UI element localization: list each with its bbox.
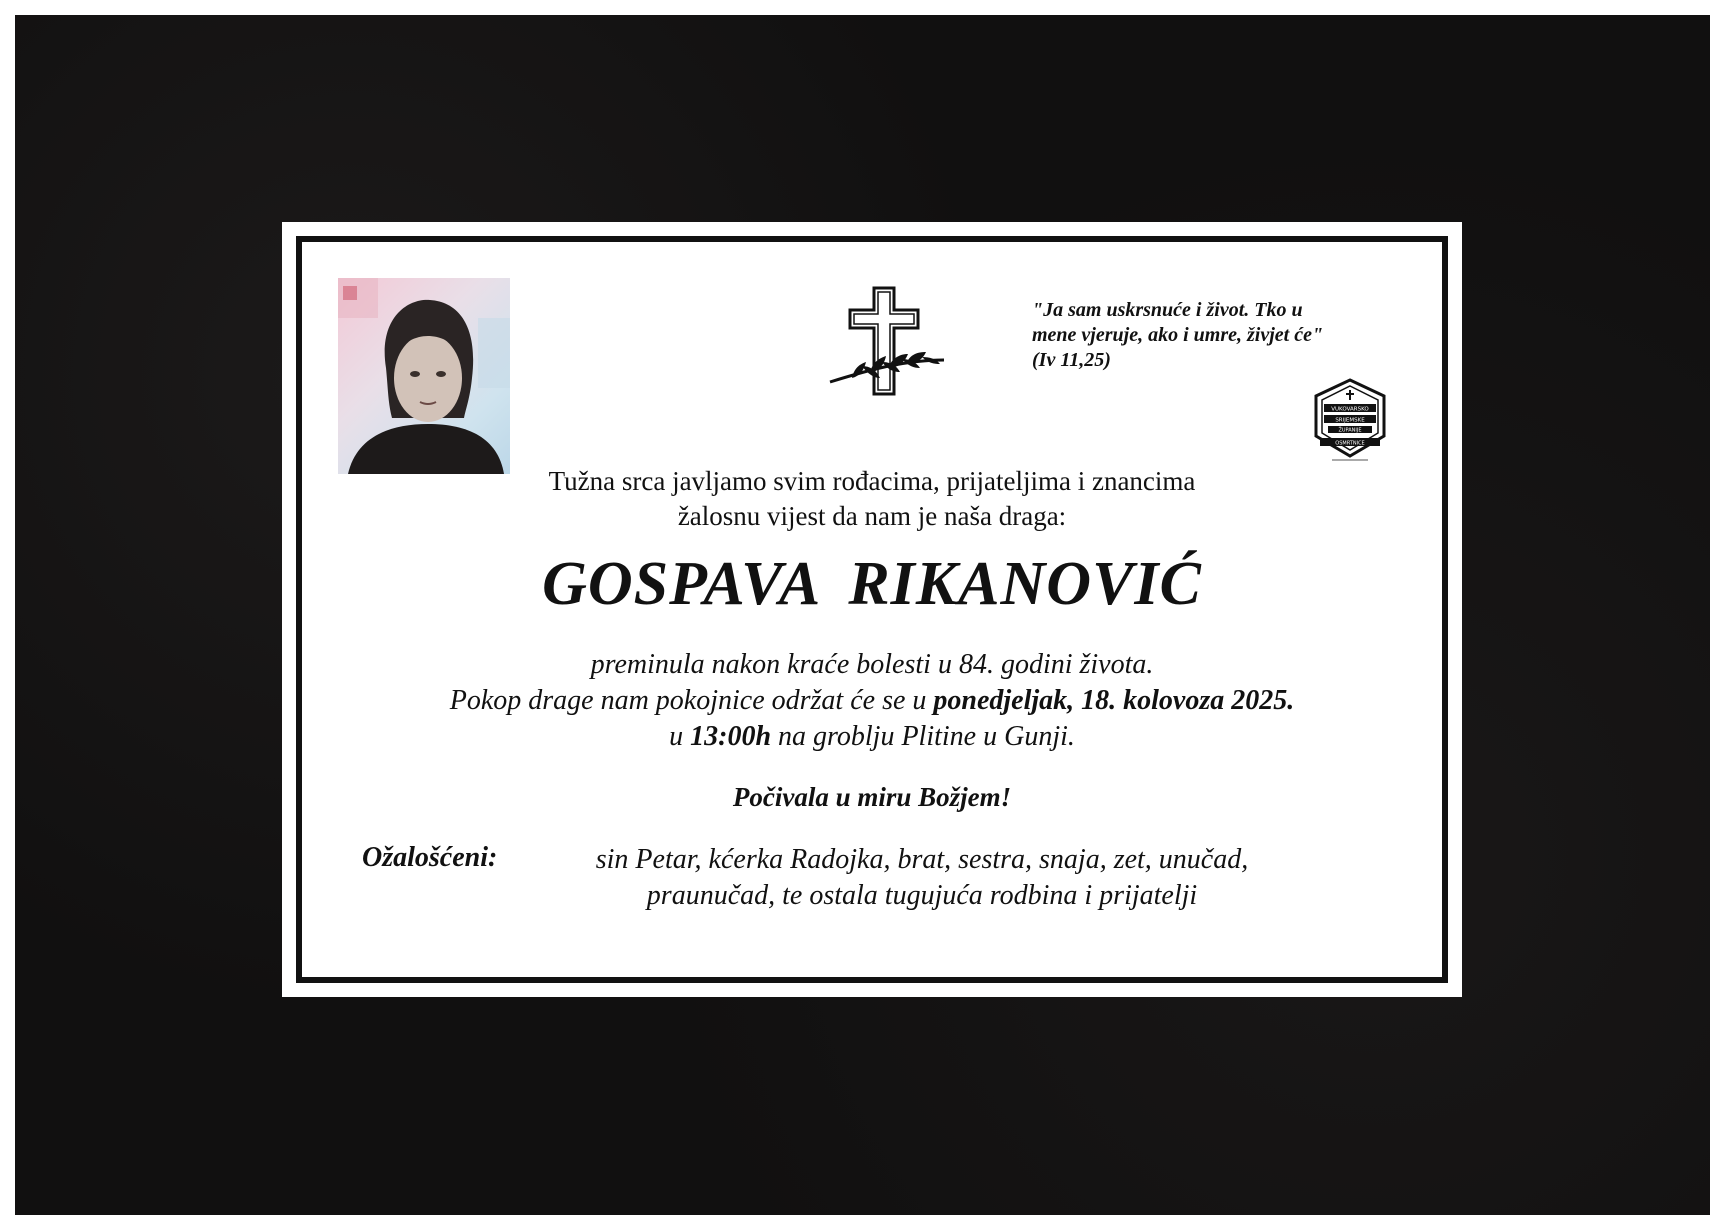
black-border-frame: [296, 236, 1448, 983]
funeral-time: 13:00h: [690, 721, 772, 752]
deceased-name: GOSPAVA RIKANOVIĆ: [542, 550, 1202, 618]
emblem-ribbon-text: OSMRTNICE: [1335, 440, 1365, 447]
quote-reference: (Iv 11,25): [1032, 349, 1111, 371]
obituary-notice-card: [282, 222, 1462, 997]
rest-in-peace-text: Počivala u miru Božjem!: [732, 782, 1012, 812]
portrait-illustration: [338, 278, 510, 474]
details-line-3-prefix: u: [669, 721, 691, 752]
emblem-lower-text: ŽUPANIJE: [1338, 427, 1362, 434]
quote-line-2: mene vjeruje, ako i umre, živjet će": [1032, 324, 1324, 346]
details-line-2: [302, 683, 1442, 719]
details-line-2-prefix: Pokop drage nam pokojnice održat će se u: [449, 685, 934, 716]
cross-with-palm-branch-icon: [822, 282, 952, 402]
mourners-label: Ožalošćeni:: [362, 842, 498, 873]
intro-line-2: žalosnu vijest da nam je naša draga:: [677, 501, 1067, 531]
funeral-service-emblem-icon: [1310, 378, 1390, 464]
deceased-portrait-photo: [338, 278, 510, 474]
details-line-1: preminula nakon kraće bolesti u 84. godini života.: [590, 649, 1154, 680]
quote-line-1: "Ja sam uskrsnuće i život. Tko u: [1032, 299, 1303, 321]
mourners-line-1: sin Petar, kćerka Radojka, brat, sestra, snaja, zet, unučad,: [595, 844, 1249, 875]
funeral-date: ponedjeljak, 18. kolovoza 2025.: [933, 685, 1295, 716]
emblem-top-text: VUKOVARSKO: [1331, 406, 1369, 413]
mourners-line-2: praunučad, te ostala tugujuća rodbina i prijatelji: [646, 880, 1198, 911]
details-line-3: [302, 719, 1442, 755]
mourners-list: [542, 842, 1302, 914]
bible-quote: [1032, 298, 1422, 373]
emblem-middle-text: SRIJEMSKE: [1335, 417, 1365, 424]
details-line-3-suffix: na groblju Plitine u Gunji.: [771, 721, 1075, 752]
announcement-intro: [302, 464, 1442, 534]
funeral-details: [302, 647, 1442, 755]
intro-line-1: Tužna srca javljamo svim rođacima, prijateljima i znancima: [548, 466, 1196, 496]
